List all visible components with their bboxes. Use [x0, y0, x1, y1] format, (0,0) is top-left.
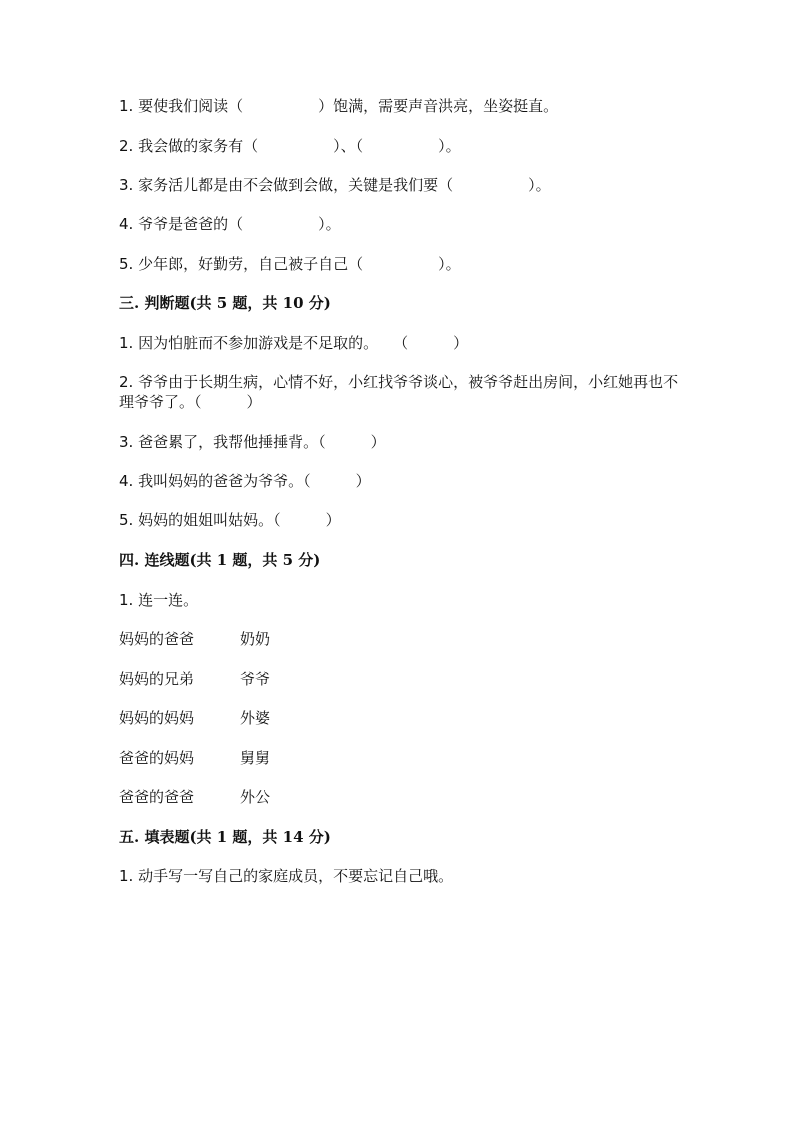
match-left-3: 妈妈的妈妈 — [119, 709, 195, 727]
judge-item-4: 4. 我叫妈妈的爸爸为爷爷。（ ） — [119, 472, 371, 490]
judge-item-2: 2. 爷爷由于长期生病，心情不好，小红找爷爷谈心，被爷爷赶出房间，小红她再也不理爷爷了。（ ） — [119, 373, 679, 411]
match-right-1: 奶奶 — [240, 630, 271, 648]
judge-item-3: 3. 爸爸累了，我帮他捶捶背。（ ） — [119, 433, 386, 451]
table-fill-prompt: 1. 动手写一写自己的家庭成员，不要忘记自己哦。 — [119, 867, 454, 885]
fill-blank-item-2: 2. 我会做的家务有（ ）、（ ）。 — [119, 137, 461, 155]
section-heading-match: 四. 连线题(共 1 题，共 5 分) — [119, 551, 321, 569]
judge-item-1: 1. 因为怕脏而不参加游戏是不足取的。 （ ） — [119, 334, 469, 352]
section-heading-table-fill: 五. 填表题(共 1 题，共 14 分) — [119, 828, 331, 846]
judge-item-5: 5. 妈妈的姐姐叫姑妈。（ ） — [119, 511, 341, 529]
fill-blank-item-5: 5. 少年郎，好勤劳，自己被子自己（ ）。 — [119, 255, 461, 273]
section-heading-judge: 三. 判断题(共 5 题，共 10 分) — [119, 294, 331, 312]
match-right-4: 舅舅 — [240, 749, 271, 767]
fill-blank-item-1: 1. 要使我们阅读（ ）饱满，需要声音洪亮，坐姿挺直。 — [119, 97, 559, 115]
match-left-4: 爸爸的妈妈 — [119, 749, 195, 767]
match-left-5: 爸爸的爸爸 — [119, 788, 195, 806]
match-right-5: 外公 — [240, 788, 271, 806]
match-right-2: 爷爷 — [240, 670, 271, 688]
fill-blank-item-4: 4. 爷爷是爸爸的（ ）。 — [119, 215, 341, 233]
match-left-1: 妈妈的爸爸 — [119, 630, 195, 648]
match-right-3: 外婆 — [240, 709, 271, 727]
match-prompt: 1. 连一连。 — [119, 591, 199, 609]
fill-blank-item-3: 3. 家务活儿都是由不会做到会做，关键是我们要（ ）。 — [119, 176, 551, 194]
match-left-2: 妈妈的兄弟 — [119, 670, 195, 688]
